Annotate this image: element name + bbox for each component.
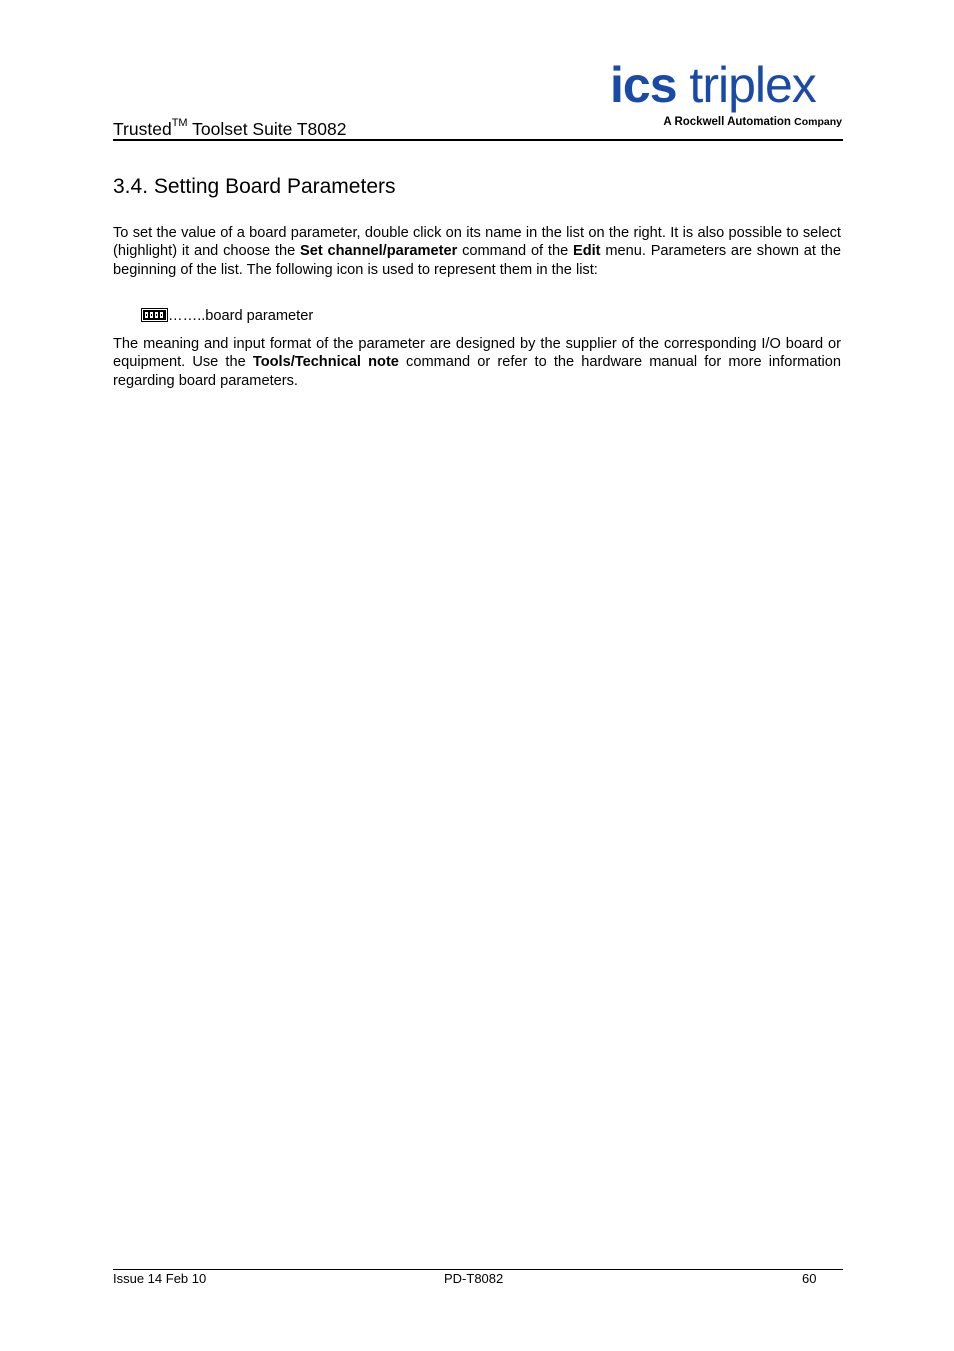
paragraph-meaning-input-format (113, 335, 841, 390)
p1-text-1: To set the value of a board parameter, double click on its name in the list on the right. It is also possible to select (highlight) it and choose the (113, 225, 841, 260)
trademark-superscript: TM (171, 117, 188, 129)
p2-bold-command: Tools/Technical note (252, 354, 399, 371)
icon-legend-item (141, 306, 313, 326)
logo-tagline-main: A Rockwell Automation (663, 116, 791, 128)
logo-wordmark-bold: ics (610, 57, 677, 113)
logo-wordmark (610, 58, 816, 112)
logo-tagline-company: Company (794, 116, 842, 128)
logo-tagline (663, 116, 842, 128)
section-heading: 3.4. Setting Board Parameters (113, 175, 396, 198)
title-suffix: Toolset Suite T8082 (187, 118, 347, 139)
footer-page-number: 60 (802, 1271, 817, 1286)
p1-bold-menu: Edit (572, 243, 601, 260)
logo-wordmark-light: triplex (689, 57, 816, 113)
footer-doc-id: PD-T8082 (444, 1271, 504, 1286)
p2-text-2: command or refer to the hardware manual for more information regarding board parameters. (113, 354, 841, 389)
header-divider (113, 139, 843, 141)
ics-triplex-logo (610, 58, 844, 134)
p1-bold-command: Set channel/parameter (300, 243, 458, 260)
board-parameter-icon (141, 308, 168, 322)
p1-text-3: menu. Parameters are shown at the beginning of the list. The following icon is used to represent them in the list: (113, 243, 841, 278)
document-title (113, 114, 347, 140)
icon-legend-label: ……..board parameter (168, 308, 314, 324)
footer-divider (113, 1269, 843, 1270)
title-prefix: Trusted (113, 118, 172, 139)
paragraph-set-board-parameter (113, 224, 841, 279)
footer-issue: Issue 14 Feb 10 (113, 1271, 207, 1286)
p2-text-1: The meaning and input format of the parameter are designed by the supplier of the corresponding I/O board or equipment. Use the (113, 336, 841, 371)
p1-text-2: command of the (457, 243, 573, 260)
